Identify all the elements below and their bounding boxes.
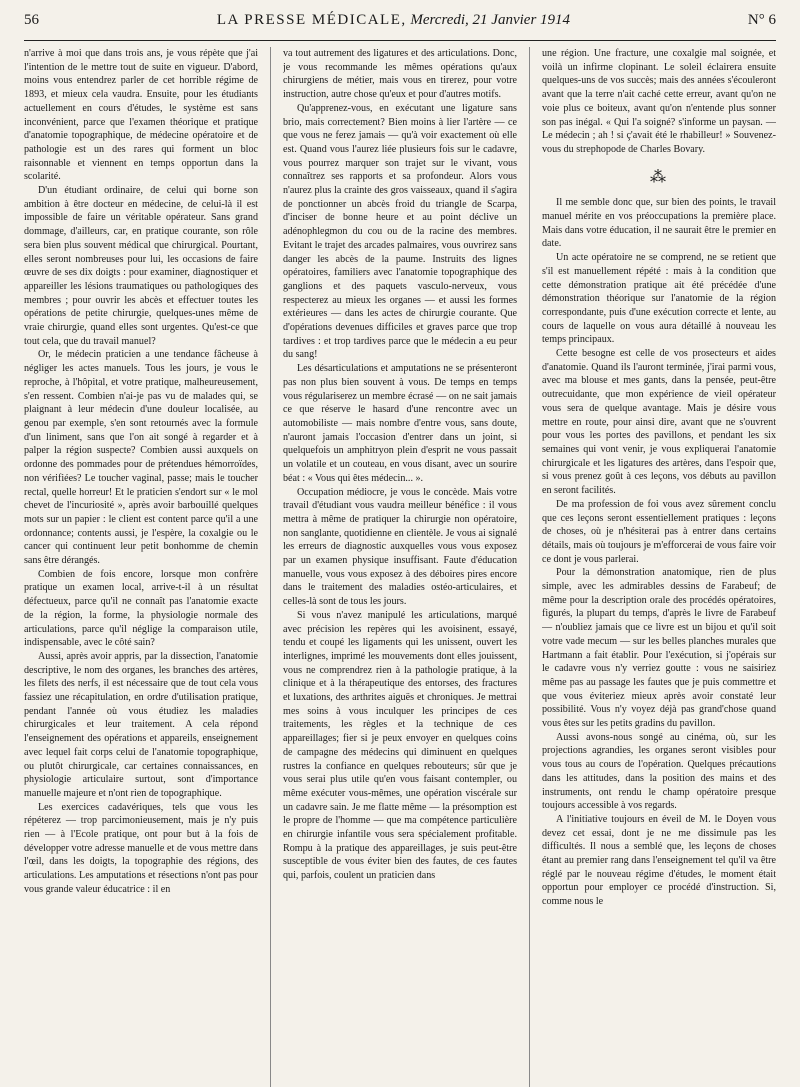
paragraph: A l'initiative toujours en éveil de M. le Doyen vous devez cet essai, dont je ne me dissimule pas les difficultés. Il nous a semblé que, les leçons de choses étant au premier rang dans l'enseignement tel qu'il va être réglé par le nouveau régime d'études, le moment était opportun pour employer ce procédé d'instruction. Si, comme nous le bbox=[542, 813, 776, 908]
column-3-body bbox=[542, 196, 776, 909]
page-header bbox=[24, 12, 776, 41]
column-1 bbox=[24, 47, 258, 1087]
paragraph: une région. Une fracture, une coxalgie mal soignée, et voilà un infirme clopinant. Le soleil éclairera ensuite quelques-uns de vos succès; mais des années s'écouleront avant que la terre n'ait caché cette erreur, avant qu'on ne voie plus ce boiteux, avant qu'on n'entende plus sonner son pas inégal. « Qui l'a soigné? s'informe un paysan. — Le médecin ; ah ! si ç'avait été le rhabilleur! » Souvenez-vous du strephopode de Charles Bovary. bbox=[542, 48, 776, 155]
paragraph: va tout autrement des ligatures et des articulations. Donc, je vous recommande les mêmes opérations qu'aux chirurgiens de métier, mais vous en tirerez, pour votre instruction, autre chose qu'eux et pour d'autres motifs. bbox=[283, 48, 517, 101]
journal-title: LA PRESSE MÉDICALE, bbox=[216, 12, 407, 28]
paragraph: Aussi, après avoir appris, par la dissection, l'anatomie descriptive, le nom des organes, les branches des artères, les filets des nerfs, il est nécessaire que de tout cela vous fassiez une récapitulation, en ordre d'utilisation pratique, pendant l'année où vous étudiez les maladies chirurgicales et leur traitement. A cela répond l'enseignement des opérations et appareils, enseignement avec lequel fait corps celui de l'anatomie topographique, ou plutôt chirurgicale, car certaines connaissances, en physiologie articulaire surtout, sont d'importance manuelle majeure et n'ont rien de topographique. bbox=[24, 650, 258, 799]
paragraph: Cette besogne est celle de vos prosecteurs et aides d'anatomie. Quand ils l'auront terminée, j'irai parmi vous, avec ma blouse et mes gants, dans la pensée, peut-être outrecuidante, que mon expérience de vieil opérateur vous sera de quelque avantage. Mais je désire vous mettre en route, pour ainsi dire, avant que ne s'ouvrent pour vous les portes des pavillons, et pendant les six semaines qui vont venir, je vous expliquerai l'anatomie chirurgicale et les ligatures des artères, dans l'espoir que, si vous prenez goût à ces leçons, vos débuts au pavillon en seront facilités. bbox=[542, 348, 776, 497]
issue-date: Mercredi, 21 Janvier 1914 bbox=[410, 12, 571, 28]
journal-title-line bbox=[217, 12, 570, 29]
column-divider bbox=[270, 47, 271, 1087]
paragraph: Pour la démonstration anatomique, rien de plus simple, avec les admirables dessins de Farabeuf; de même pour la description orale des procédés opératoires, figurés, la plupart du temps, d'après le livre de Farabeuf — n'oubliez jamais que ce livre est un bijou et qu'il soit votre vade mecum — sur les belles planches murales que Hartmann a fait établir. Pour l'exécution, si j'opérais sur le cadavre vous n'y verriez goutte : vous ne saisiriez même pas au passage les fautes que je puis commettre et que vous éviteriez mieux après avoir constaté leur possibilité. Vous n'y voyez déjà pas grand'chose quand vous êtes sur les petits gradins du pavillon. bbox=[542, 567, 776, 730]
paragraph: Un acte opératoire ne se comprend, ne se retient que s'il est manuellement répété : mais à la condition que cette démonstration pratique ait été précédée d'une démonstration théorique sur l'anatomie de la région correspondante, puis d'une exécution correcte et lente, au cours de laquelle on vous aura détaillé à nouveau les temps principaux. bbox=[542, 252, 776, 346]
paragraph: Aussi avons-nous songé au cinéma, où, sur les projections agrandies, les organes seront visibles pour vous tous au cours de l'opération. Quelques précautions dans les attitudes, dans la position des mains et des instruments, ont rendu le champ opératoire presque toujours accessible à vos regards. bbox=[542, 731, 776, 812]
column-3-top bbox=[542, 47, 776, 157]
paragraph: Occupation médiocre, je vous le concède. Mais votre travail d'étudiant vous vaudra meilleur bénéfice : il vous mettra à même de pratiquer la chirurgie non opératoire, non sanglante, quotidienne en clientèle. Je vous ai signalé les erreurs de diagnostic auxquelles vous vous exposez par un examen physique insuffisant. Faute d'éducation manuelle, vous vous exposez à des déboires pires encore dans le traitement des maladies ostéo-articulaires, et celles-là sont de tous les jours. bbox=[283, 486, 517, 608]
paragraph: De ma profession de foi vous avez sûrement conclu que ces leçons seront essentiellement pratiques : leçons de choses, où je n'hésiterai pas à entrer dans certains détails, mais où toujours je m'efforcerai de vous faire voir ce dont je vous parlerai. bbox=[542, 498, 776, 565]
paragraph: Il me semble donc que, sur bien des points, le travail manuel mérite en vos préoccupations la première place. Mais dans votre éducation, il ne saurait être le premier en date. bbox=[542, 197, 776, 250]
section-ornament: ⁂ bbox=[650, 168, 668, 186]
paragraph: n'arrive à moi que dans trois ans, je vous répète que j'ai l'intention de le mettre tout de suite en vigueur. D'abord, moins vous entendrez parler de cet horrible régime de 1893, et mieux cela vaudra. Ensuite, pour les étudiants actuellement en cours d'études, le système est sans inconvénient, parce que l'examen théorique et pratique d'anatomie topographique, de médecine opératoire et de pathologie est un des rares qui forment un bloc raisonnable et viennent en temps opportun dans la scolarité. bbox=[24, 48, 258, 183]
paragraph: Or, le médecin praticien a une tendance fâcheuse à négliger les actes manuels. Tous les jours, je vous le reproche, à l'hôpital, et votre pratique, malheureusement, s'en ressent. Combien n'ai-je pas vu de malades qui, se plaignant à leur médecin d'une douleur localisée, au genou par exemple, s'en sont retournés avec la formule d'un liniment, sans que l'on ait songé à regarder et à palper la région suspecte? Combien aussi auxquels on ordonne des pommades pour de prétendues hémorroïdes, non vérifiées? Le toucher vaginal, passe; mais le toucher rectal, quelle horreur! Et le praticien s'endort sur « le mol chevet de l'incuriosité », après avoir barbouillé quelques mots sur un papier : le client est content parce qu'il a une ordonnance; contents aussi, je l'espère, la coxalgie ou le cancer qui continuent leur petit bonhomme de chemin sans être dérangés. bbox=[24, 349, 258, 567]
page-number: 56 bbox=[24, 12, 39, 28]
paragraph: Les exercices cadavériques, tels que vous les répéterez — trop parcimonieusement, mais je n'y puis rien — à l'Ecole pratique, ont pour but à la fois de développer votre adresse manuelle et de vous mettre dans l'œil, dans les doigts, la topographie des régions, des articulations. Les amputations et résections n'ont pas pour vous grande valeur éducatrice : il en bbox=[24, 801, 258, 895]
paragraph: Qu'apprenez-vous, en exécutant une ligature sans brio, mais correctement? Bien moins à lier l'artère — ce que vous ne ferez jamais — qu'à voir exactement où elle est. Quand vous l'aurez liée plusieurs fois sur le cadavre, vous pourrez marquer son trajet sur le vivant, vous connaîtrez ses rapports et sa profondeur. Alors vous n'aurez plus la crainte des gros vaisseaux, quand il s'agira de ponctionner un abcès froid du triangle de Scarpa, d'inciser de bonne heure et au point déclive un adénophlegmon du cou ou de la racine des membres. Evitant le trajet des arcades palmaires, vous ouvrirez sans danger les abcès de la paume. Instruits des lignes opératoires, familiers avec l'anatomie topographique des ganglions et des paquets vasculo-nerveux, vous respecterez au mieux les organes — et aussi les formes extérieures — dans les actes de chirurgie courante. Que d'opérations devenues difficiles et graves parce que trop tardives : et trop tardives parce que le médecin a eu peur du sang! bbox=[283, 102, 517, 361]
paragraph: D'un étudiant ordinaire, de celui qui borne son ambition à être docteur en médecine, de celui-là il est impossible de faire un véritable opérateur. Sans grand dommage, d'ailleurs, car, en pratique courante, son rôle sera bien plus souvent médical que chirurgical. Pourtant, elles seront nombreuses pour lui, les occasions de faire œuvre de ses dix doigts : pour examiner, diagnostiquer et appareiller les lésions traumatiques ou pathologiques des membres ; pour ouvrir les abcès et effectuer toutes les opérations de petite chirurgie, quelques-unes même de vraie chirurgie, quand elles sont urgentes. Qu'est-ce que tout cela, que du travail manuel? bbox=[24, 185, 258, 347]
column-divider bbox=[529, 47, 530, 1087]
paragraph: Les désarticulations et amputations ne se présenteront pas non plus bien souvent à vous. De temps en temps vous régulariserez un membre écrasé — on ne sait jamais ce que réserve le hasard d'une rencontre avec un automobiliste — mais nombre d'entre vous, sans doute, n'auront jamais l'occasion d'entrer dans un joint, si quelquefois un amphitryon plein d'esprit ne vous passait un volatile et un couteau, en vous disant, avec un sourire béat : « Vous qui êtes médecin... ». bbox=[283, 363, 517, 484]
paragraph: Si vous n'avez manipulé les articulations, marqué avec précision les repères qui les avoisinent, essayé, tendu et coupé les ligaments qui les unissent, ouvert les interlignes, imprimé les mouvements dont elles jouissent, vous ne comprendrez rien à la pathologie pratique, à la clinique et à la thérapeutique des entorses, des fractures et luxations, des arthrites aiguës et chroniques. Je mettrai mes soins à vous inculquer les principes de ces traitements, les règles et la technique de ces appareillages; fier si je peux envoyer en quelques coins de campagne des médecins qui diminuent en quelques rustres la confiance en quelques rebouteurs; sûr que je vous serai plus utile qu'en vous faisant contempler, ou même exécuter vous-mêmes, une opération viscérale sur un cadavre sain. Je me flatte même — la présomption est le propre de l'homme — que ma compétence particulière en chirurgie infantile vous sera spécialement profitable. Rompu à la pratique des appareillages, je suis peut-être susceptible de vous éviter bien des fautes, de ces fautes qui, parfois, coulent un praticien dans bbox=[283, 609, 517, 882]
article-columns bbox=[24, 47, 776, 1087]
column-2 bbox=[283, 47, 517, 1087]
paragraph: Combien de fois encore, lorsque mon confrère pratique un examen local, arrive-t-il à un résultat défectueux, parce qu'il ne connaît pas l'anatomie exacte de la région, la forme, la physiologie normale des articulations, parce qu'il néglige la comparaison utile, indispensable, avec le côté sain? bbox=[24, 568, 258, 649]
column-3 bbox=[542, 47, 776, 1087]
issue-number: N° 6 bbox=[747, 12, 776, 28]
